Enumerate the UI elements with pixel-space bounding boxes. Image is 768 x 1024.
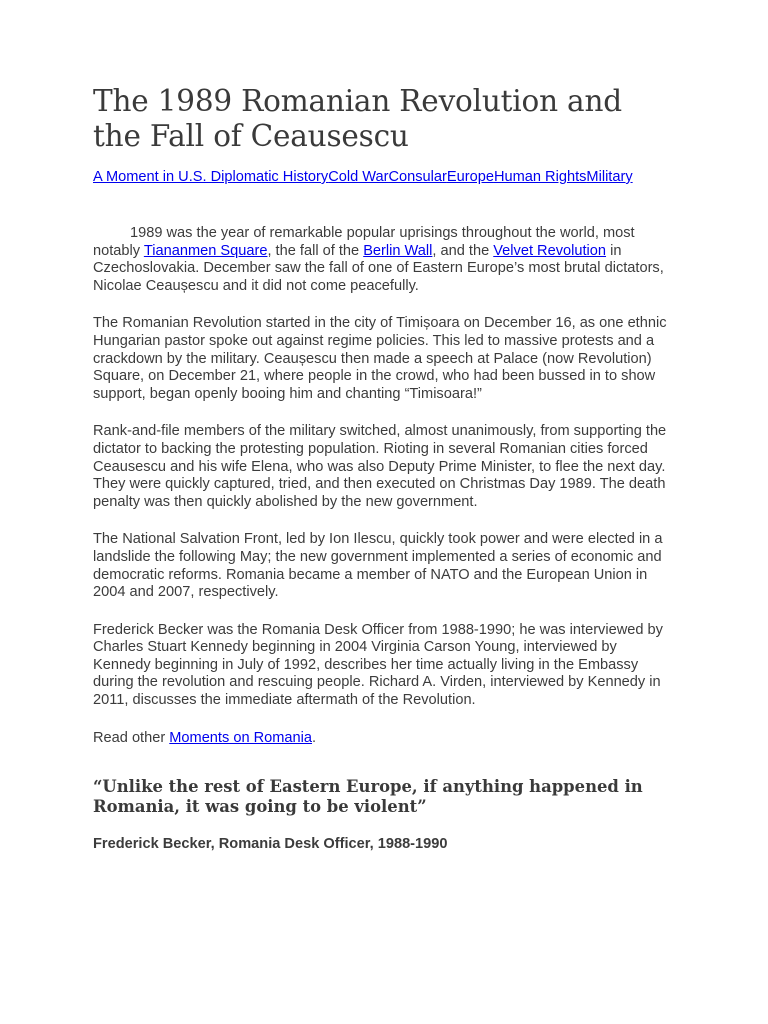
paragraph-military-switch: Rank-and-file members of the military switched, almost unanimously, from supporting the dictator to backing the protesting population. Rioting in several Romanian cities forced Ceausescu and his wife Elena, who was also Deputy Prime Minister, to flee the next day. They were quickly captured, tried, and then executed on Christmas Day 1989. The death penalty was then quickly abolished by the new government. [93,423,667,510]
pull-quote: “Unlike the rest of Eastern Europe, if anything happened in Romania, it was going to be violent” [93,777,643,817]
read-other-period: . [312,729,317,746]
link-moments-on-romania[interactable]: Moments on Romania [169,729,313,746]
paragraph-revolution-start: The Romanian Revolution started in the city of Timișoara on December 16, as one ethnic Hungarian pastor spoke out against regime policies. This led to massive protests and a crackdown by the military. Ceaușescu then made a speech at Palace (now Revolution) Square, on December 21, where people in the crowd, who had been bussed in to show support, began openly booing him and chanting “Timisoara!” [93,315,667,402]
paragraph-salvation-front: The National Salvation Front, led by Ion Ilescu, quickly took power and were elected in a landslide the following May; the new government implemented a series of economic and democratic reforms. Romania became a member of NATO and the European Union in 2004 and 2007, respectively. [93,531,663,601]
quote-attribution: Frederick Becker, Romania Desk Officer, 1988-1990 [93,836,448,853]
read-other-text: Read other [93,729,170,746]
tag-link-moment[interactable]: A Moment in U.S. Diplomatic History [93,169,329,185]
tag-link-human-rights[interactable]: Human Rights [493,169,587,185]
article-title: The 1989 Romanian Revolution and the Fall of Ceausescu [93,84,622,153]
paragraph-intro [93,225,673,295]
paragraph-interviews: Frederick Becker was the Romania Desk Officer from 1988-1990; he was interviewed by Charles Stuart Kennedy beginning in 2004 Virginia Carson Young, interviewed by Kennedy beginning in July of 1992, describes her time actually living in the Embassy during the revolution and rescuing people. Richard A. Virden, interviewed by Kennedy in 2011, discusses the immediate aftermath of the Revolution. [93,621,663,709]
paragraph-read-other [93,730,673,748]
paragraph-intro-text-3: , and the [432,242,494,259]
tag-link-cold-war[interactable]: Cold War [328,169,389,185]
tag-link-military[interactable]: Military [586,169,633,185]
tag-link-consular[interactable]: Consular [388,169,447,185]
link-velvet-revolution[interactable]: Velvet Revolution [493,242,607,259]
paragraph-intro-text-2: , the fall of the [267,242,364,259]
paragraph-intro-text-4: in Czechoslovakia. December saw the fall of one of Eastern Europe’s most brutal dictators, Nicolae Ceaușescu and it did not come peacefully. [93,242,664,294]
link-tiananmen-square[interactable]: Tiananmen Square [143,242,268,259]
article [93,84,673,853]
tag-list [93,168,673,186]
link-berlin-wall[interactable]: Berlin Wall [363,242,433,259]
tag-link-europe[interactable]: Europe [446,169,494,185]
paragraph-intro-text-1: 1989 was the year of remarkable popular uprisings throughout the world, most notably [93,225,635,259]
